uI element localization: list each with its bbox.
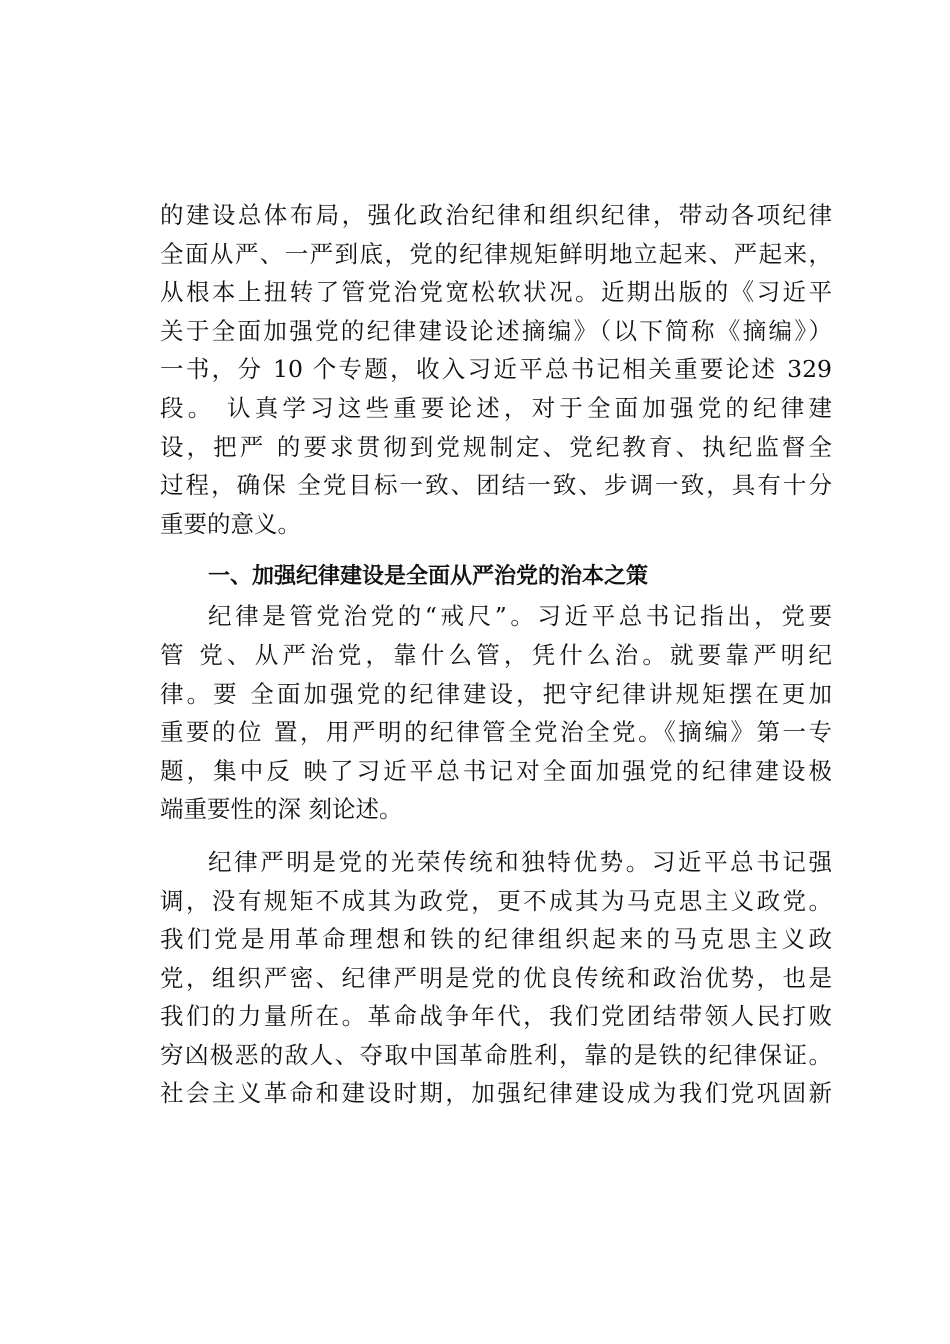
text-line: 我们党是用革命理想和铁的纪律组织起来的马克思主义政 xyxy=(160,925,832,954)
section-heading: 一、加强纪律建设是全面从严治党的治本之策 xyxy=(208,564,649,590)
paragraph-2 xyxy=(160,597,832,829)
text-line: 社会主义革命和建设时期，加强纪律建设成为我们党巩固新 xyxy=(160,1079,832,1108)
text-line: 律。要 全面加强党的纪律建设，把守纪律讲规矩摆在更加 xyxy=(160,679,832,708)
text-line: 全面从严、一严到底，党的纪律规矩鲜明地立起来、严起来， xyxy=(160,239,832,268)
text-line: 关于全面加强党的纪律建设论述摘编》（以下简称《摘编》） xyxy=(160,316,832,345)
text-line: 端重要性的深 刻论述。 xyxy=(160,795,403,824)
paragraph-1 xyxy=(160,196,832,543)
text-line: 管 党、从严治党，靠什么管，凭什么治。就要靠严明纪 xyxy=(160,640,832,669)
paragraph-spacer xyxy=(160,829,832,843)
text-line: 的建设总体布局，强化政治纪律和组织纪律，带动各项纪律 xyxy=(160,201,832,229)
document-body xyxy=(160,196,832,1113)
text-line: 段。 认真学习这些重要论述，对于全面加强党的纪律建 xyxy=(160,393,832,422)
text-line: 党，组织严密、纪律严明是党的优良传统和政治优势，也是 xyxy=(160,963,832,992)
text-line: 纪律严明是党的光荣传统和独特优势。习近平总书记强 xyxy=(208,847,832,876)
text-line: 我们的力量所在。革命战争年代，我们党团结带领人民打败 xyxy=(160,1002,832,1031)
text-line: 重要的意义。 xyxy=(160,509,301,538)
text-line: 纪律是管党治党的“戒尺”。习近平总书记指出，党要 xyxy=(208,602,832,631)
text-line: 过程，确保 全党目标一致、团结一致、步调一致，具有十分 xyxy=(160,471,832,500)
paragraph-3 xyxy=(160,843,832,1113)
text-line: 从根本上扭转了管党治党宽松软状况。近期出版的《习近平 xyxy=(160,278,832,307)
text-line: 题，集中反 映了习近平总书记对全面加强党的纪律建设极 xyxy=(160,756,832,785)
text-line: 设，把严 的要求贯彻到党规制定、党纪教育、执纪监督全 xyxy=(160,432,832,461)
text-line: 调，没有规矩不成其为政党，更不成其为马克思主义政党。 xyxy=(160,886,832,915)
text-line: 一书，分 10 个专题，收入习近平总书记相关重要论述 329 xyxy=(160,355,832,384)
text-line: 穷凶极恶的敌人、夺取中国革命胜利，靠的是铁的纪律保证。 xyxy=(160,1040,832,1069)
text-line: 重要的位 置，用严明的纪律管全党治全党。《摘编》第一专 xyxy=(160,718,832,747)
